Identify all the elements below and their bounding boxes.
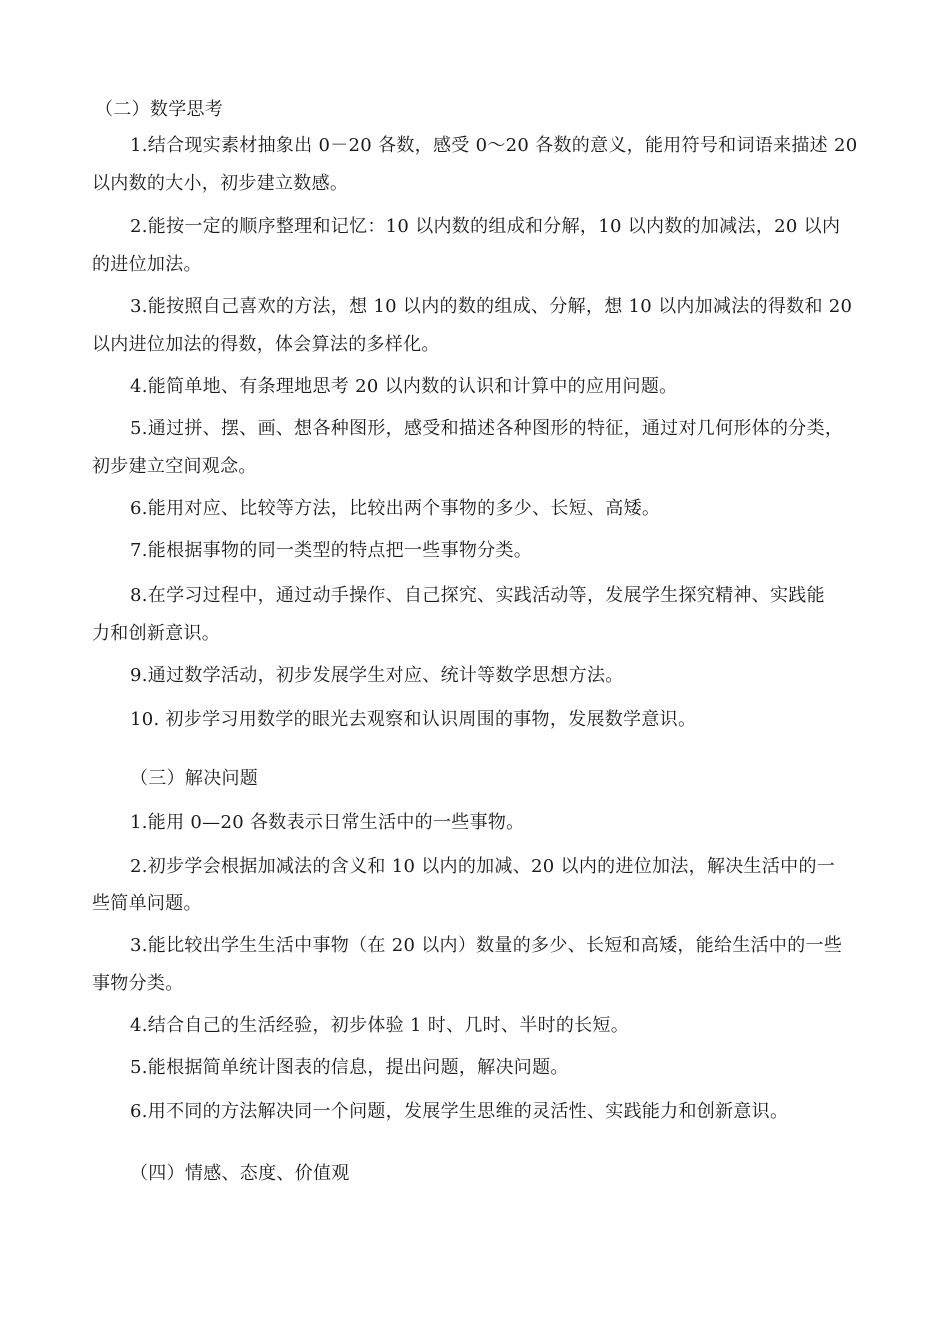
paragraph-line: 初步建立空间观念。 — [92, 456, 257, 477]
section-heading-problem-solving: （三）解决问题 — [130, 768, 259, 789]
paragraph-line: 1.能用 0—20 各数表示日常生活中的一些事物。 — [130, 812, 525, 833]
paragraph-line: 3.能比较出学生生活中事物（在 20 以内）数量的多少、长短和高矮，能给生活中的一些 — [130, 935, 843, 956]
paragraph-line: 5.通过拼、摆、画、想各种图形，感受和描述各种图形的特征，通过对几何形体的分类， — [130, 418, 844, 439]
paragraph-line: 的进位加法。 — [92, 254, 202, 275]
paragraph-line: 以内数的大小，初步建立数感。 — [92, 173, 349, 194]
paragraph-line: 事物分类。 — [92, 973, 184, 994]
section-heading-emotion-attitude-values: （四）情感、态度、价值观 — [130, 1163, 350, 1184]
paragraph-line: 1.结合现实素材抽象出 0－20 各数，感受 0～20 各数的意义，能用符号和词语来描述 20 — [130, 135, 858, 156]
paragraph-line: 4.结合自己的生活经验，初步体验 1 时、几时、半时的长短。 — [130, 1015, 630, 1036]
paragraph-line: 4.能简单地、有条理地思考 20 以内数的认识和计算中的应用问题。 — [130, 376, 678, 397]
paragraph-line: 10. 初步学习用数学的眼光去观察和认识周围的事物，发展数学意识。 — [130, 709, 697, 730]
paragraph-line: 8.在学习过程中，通过动手操作、自己探究、实践活动等，发展学生探究精神、实践能 — [130, 585, 825, 606]
paragraph-line: 2.初步学会根据加减法的含义和 10 以内的加减、20 以内的进位加法，解决生活中的一 — [130, 856, 836, 877]
paragraph-line: 力和创新意识。 — [92, 623, 221, 644]
paragraph-line: 5.能根据简单统计图表的信息，提出问题，解决问题。 — [130, 1057, 569, 1078]
section-heading-mathematical-thinking: （二）数学思考 — [95, 99, 224, 120]
paragraph-line: 6.能用对应、比较等方法，比较出两个事物的多少、长短、高矮。 — [130, 498, 661, 519]
paragraph-line: 以内进位加法的得数，体会算法的多样化。 — [92, 334, 440, 355]
paragraph-line: 7.能根据事物的同一类型的特点把一些事物分类。 — [130, 540, 533, 561]
paragraph-line: 些简单问题。 — [92, 893, 202, 914]
paragraph-line: 6.用不同的方法解决同一个问题，发展学生思维的灵活性、实践能力和创新意识。 — [130, 1101, 789, 1122]
paragraph-line: 2.能按一定的顺序整理和记忆：10 以内数的组成和分解，10 以内数的加减法，20 以内 — [130, 216, 841, 237]
paragraph-line: 9.通过数学活动，初步发展学生对应、统计等数学思想方法。 — [130, 665, 624, 686]
paragraph-line: 3.能按照自己喜欢的方法，想 10 以内的数的组成、分解，想 10 以内加减法的得数和 20 — [130, 296, 853, 317]
